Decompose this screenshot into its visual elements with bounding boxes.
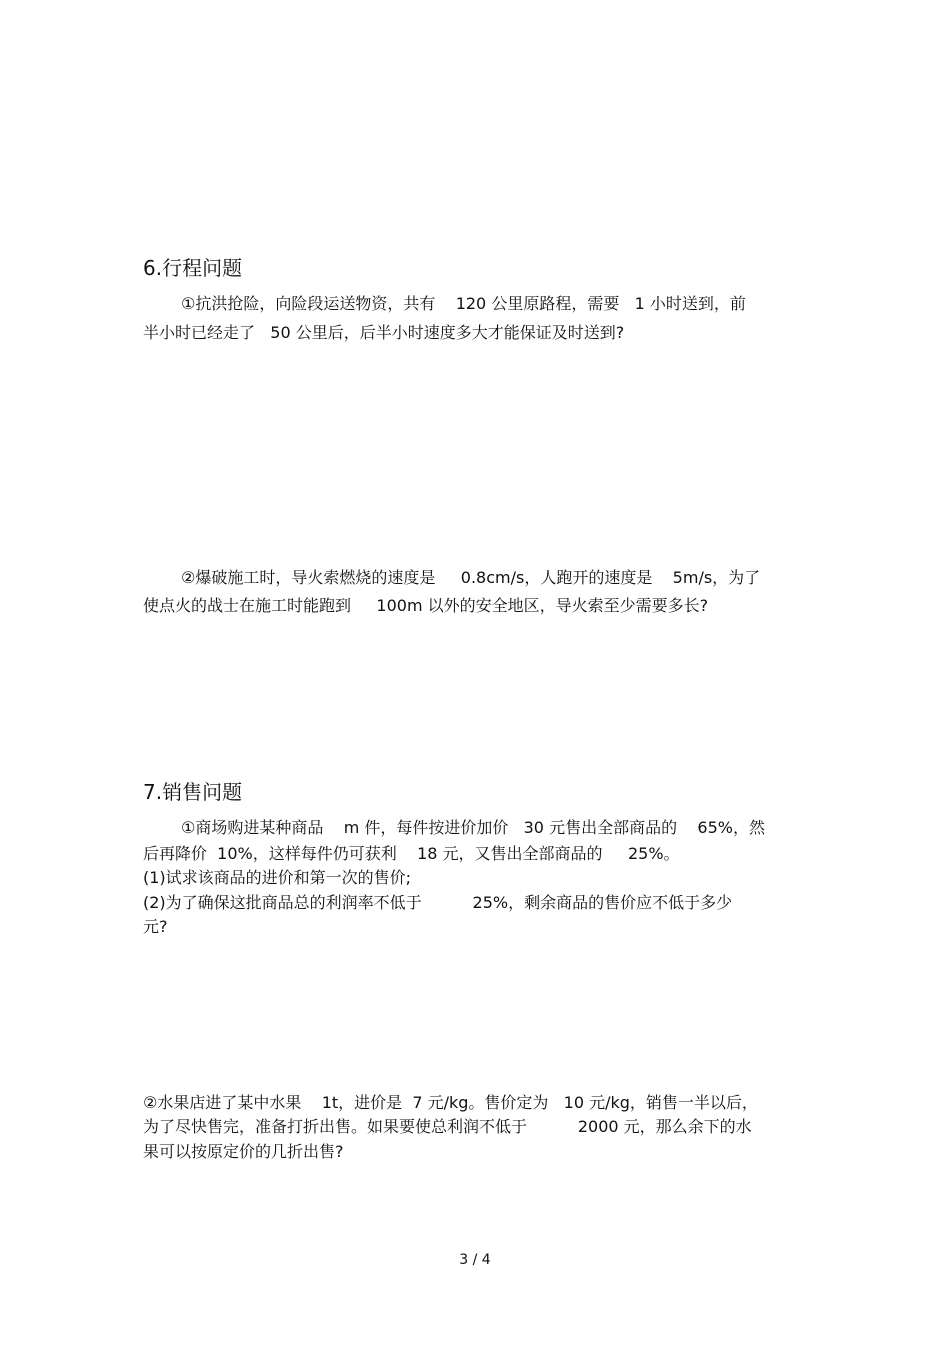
problem-line: 元? [143, 917, 168, 936]
problem-line: 后再降价 10%，这样每件仍可获利 18 元，又售出全部商品的 25%。 [143, 844, 680, 863]
problem-line: ①商场购进某种商品 m 件，每件按进价加价 30 元售出全部商品的 65%，然 [181, 818, 765, 837]
page-number: 3 / 4 [459, 1252, 491, 1268]
problem-line: (1)试求该商品的进价和第一次的售价; [143, 868, 412, 887]
problem-line: 使点火的战士在施工时能跑到 100m 以外的安全地区，导火索至少需要多长? [143, 596, 709, 615]
problem-line: 半小时已经走了 50 公里后，后半小时速度多大才能保证及时送到? [143, 323, 625, 342]
problem-line: ①抗洪抢险，向险段运送物资，共有 120 公里原路程，需要 1 小时送到，前 [181, 294, 746, 313]
problem-line: ②水果店进了某中水果 1t，进价是 7 元/kg。售价定为 10 元/kg，销售一半以后， [143, 1093, 758, 1112]
problem-line: 果可以按原定价的几折出售? [143, 1142, 344, 1161]
section-heading-sales: 7.销售问题 [143, 780, 243, 804]
problem-line: (2)为了确保这批商品总的利润率不低于 25%，剩余商品的售价应不低于多少 [143, 893, 733, 912]
problem-line: ②爆破施工时，导火索燃烧的速度是 0.8cm/s，人跑开的速度是 5m/s，为了 [181, 568, 761, 587]
section-heading-travel: 6.行程问题 [143, 256, 243, 280]
problem-line: 为了尽快售完，准备打折出售。如果要使总利润不低于 2000 元，那么余下的水 [143, 1117, 752, 1136]
